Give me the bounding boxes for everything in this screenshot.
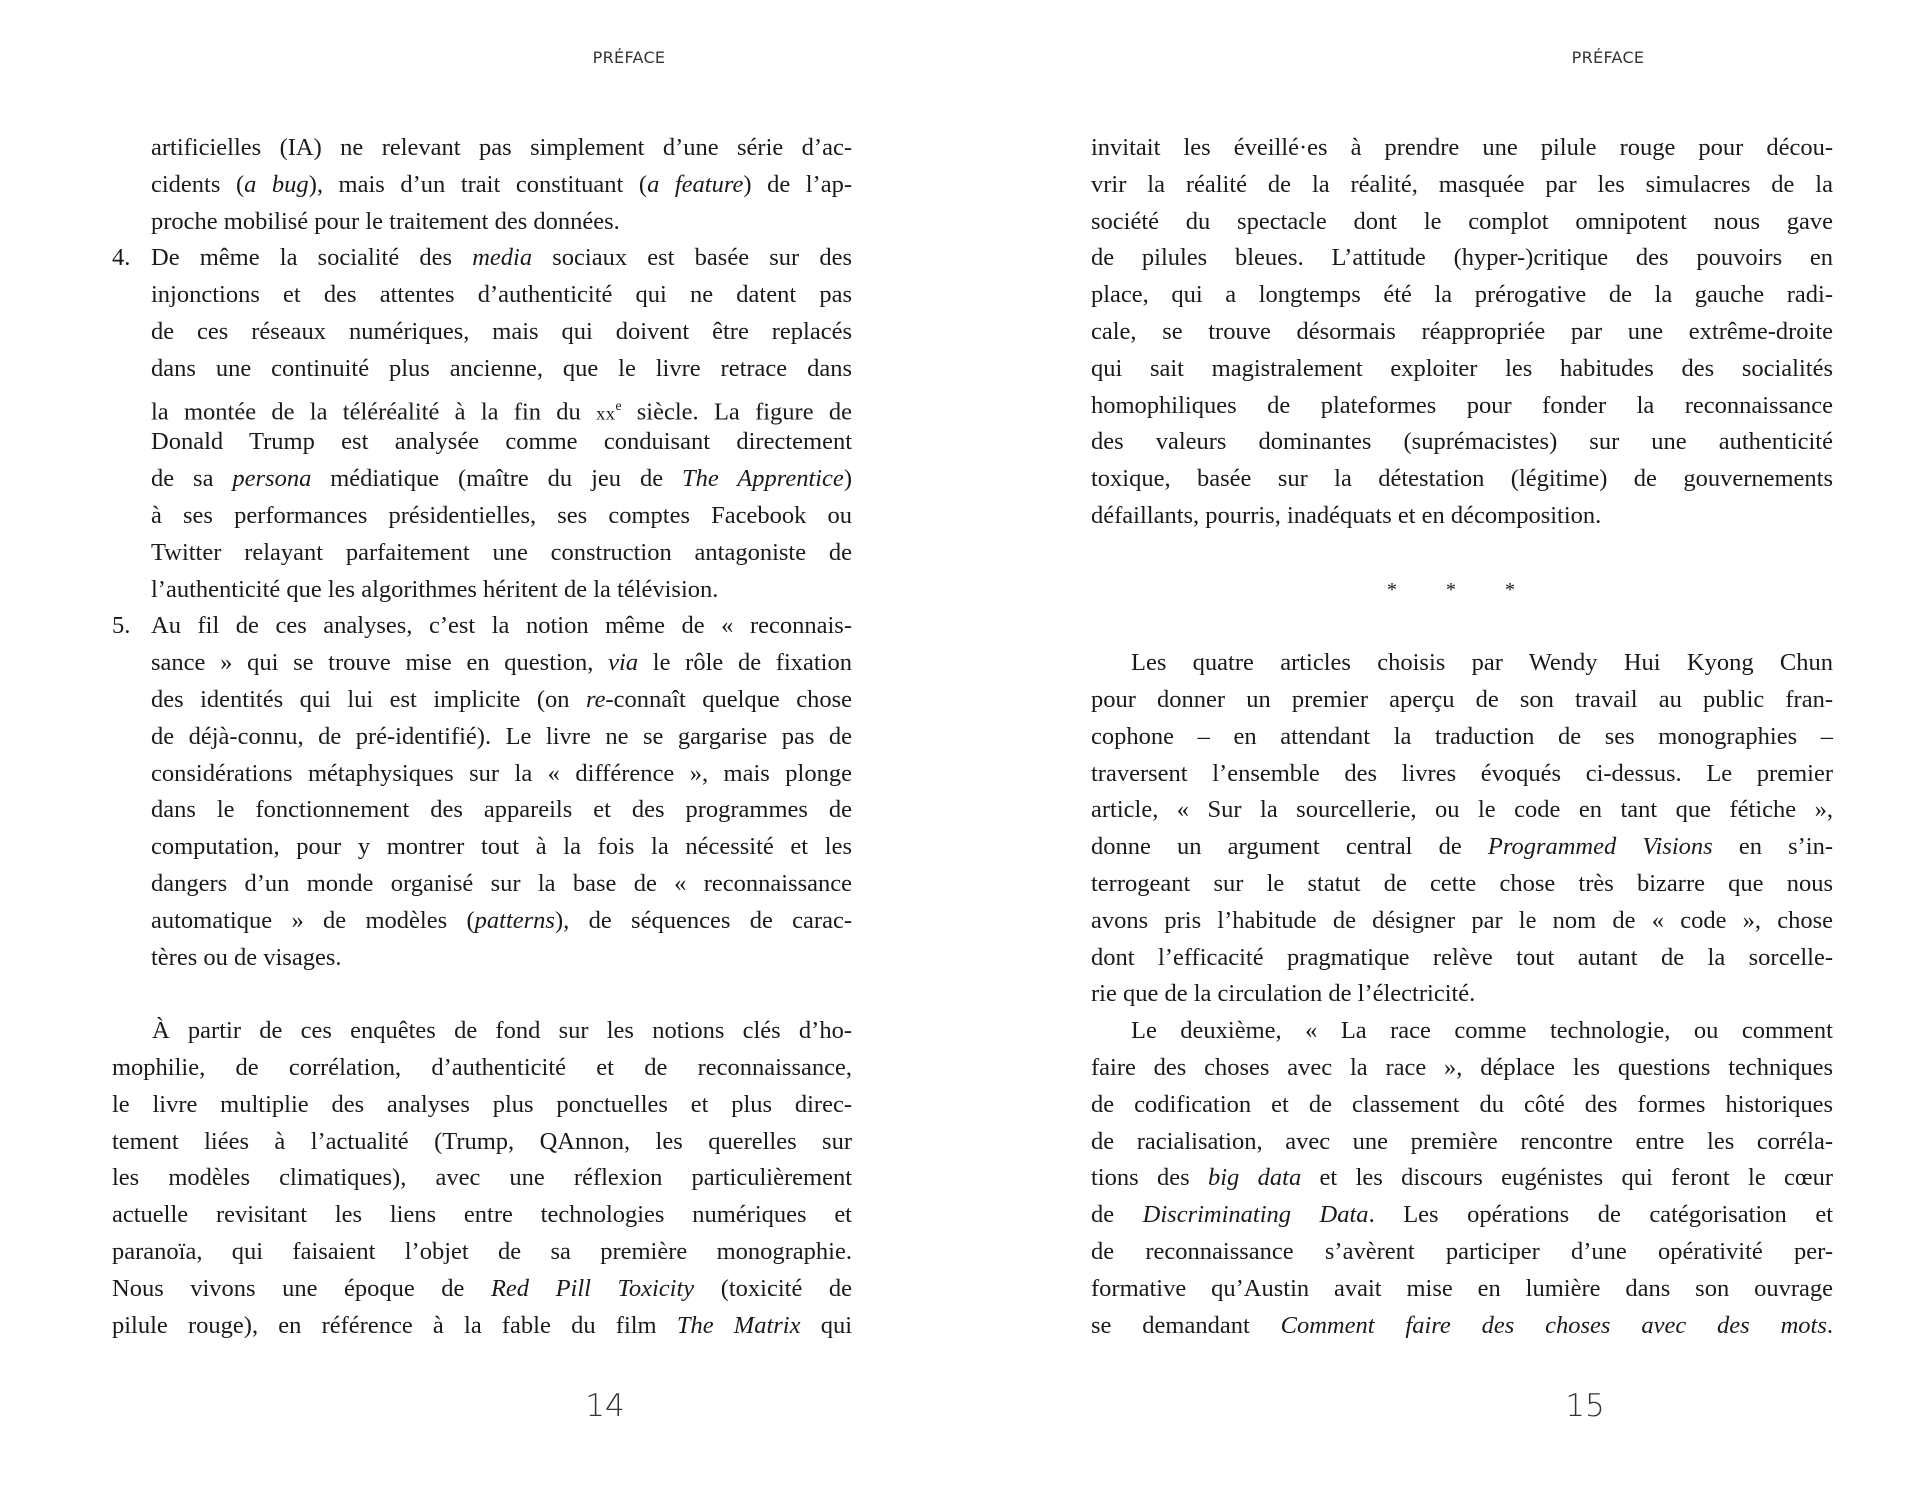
text-line: dont l’efficacité pragmatique relève tout autant de la sorcelle- <box>1091 943 1833 971</box>
text-line: computation, pour y montrer tout à la fois la nécessité et les <box>151 833 852 861</box>
list-item <box>112 240 852 608</box>
text-line: actuelle revisitant les liens entre technologies numériques et <box>112 1201 852 1229</box>
text-line: terrogeant sur le statut de cette chose très bizarre que nous <box>1091 869 1833 897</box>
text-line: homophiliques de plateformes pour fonder la reconnaissance <box>1091 391 1833 419</box>
text-line: article, « Sur la sourcellerie, ou le code en tant que fétiche », <box>1091 796 1833 824</box>
text-line: vrir la réalité de la réalité, masquée par les simulacres de la <box>1091 170 1833 198</box>
italic-text: The Apprentice <box>682 465 844 493</box>
text-line: Les quatre articles choisis par Wendy Hui Kyong Chun <box>1131 649 1833 677</box>
italic-text: Discriminating Data <box>1142 1201 1369 1229</box>
text-line: cidents (a bug), mais d’un trait constituant (a feature) de l’ap- <box>151 170 853 198</box>
text-line: dans une continuité plus ancienne, que le livre retrace dans <box>151 354 852 382</box>
text-line: qui sait magistralement exploiter les habitudes des socialités <box>1091 354 1833 382</box>
text-line: sance » qui se trouve mise en question, via le rôle de fixation <box>151 649 852 677</box>
text-line: Donald Trump est analysée comme conduisant directement <box>151 428 852 456</box>
text-line: de ces réseaux numériques, mais qui doivent être replacés <box>151 317 852 345</box>
text-line: dans le fonctionnement des appareils et des programmes de <box>151 796 852 824</box>
right-page-text <box>1091 130 1833 1344</box>
text-line: mophilie, de corrélation, d’authenticité et de reconnaissance, <box>112 1053 852 1081</box>
list-item <box>112 608 852 976</box>
blank-line <box>1091 535 1833 572</box>
text-line: proche mobilisé pour le traitement des données. <box>151 207 620 235</box>
text-line: pilule rouge), en référence à la fable du film The Matrix qui <box>112 1311 853 1339</box>
page-number-left: 14 <box>585 1388 625 1424</box>
text-line: rie que de la circulation de l’électricité. <box>1091 980 1476 1008</box>
text-line: Le deuxième, « La race comme technologie, ou comment <box>1131 1017 1833 1045</box>
section-break: * * * <box>1387 578 1537 601</box>
italic-text: Red Pill Toxicity <box>490 1274 695 1302</box>
italic-text: media <box>472 244 533 272</box>
text-line: Twitter relayant parfaitement une construction antagoniste de <box>151 538 852 566</box>
text-line: cophone – en attendant la traduction de ses monographies – <box>1091 722 1833 750</box>
text-line: société du spectacle dont le complot omnipotent nous gave <box>1091 207 1833 235</box>
blank-line <box>1091 608 1833 645</box>
italic-text: Programmed Visions <box>1487 833 1713 861</box>
text-line: avons pris l’habitude de désigner par le nom de « code », chose <box>1091 906 1833 934</box>
list-number: 4. <box>112 244 131 272</box>
text-line: Au fil de ces analyses, c’est la notion même de « reconnais- <box>151 612 852 640</box>
paragraph <box>1091 1013 1833 1344</box>
italic-text: The Matrix <box>676 1311 801 1339</box>
text-line: des identités qui lui est implicite (on re-connaît quelque chose <box>151 685 852 713</box>
text-line: des valeurs dominantes (suprémacistes) sur une authenticité <box>1091 428 1833 456</box>
paragraph <box>112 1013 852 1344</box>
text-line: de sa persona médiatique (maître du jeu de The Apprentice) <box>151 465 852 493</box>
list-number: 5. <box>112 612 131 640</box>
text-line: Nous vivons une époque de Red Pill Toxicity (toxicité de <box>112 1274 852 1302</box>
running-header-right: PRÉFACE <box>1571 48 1645 67</box>
text-line: défaillants, pourris, inadéquats et en décomposition. <box>1091 501 1602 529</box>
italic-text: a bug <box>244 170 309 198</box>
small-caps-text: xx <box>596 403 616 423</box>
text-line: invitait les éveillé·es à prendre une pilule rouge pour décou- <box>1091 134 1833 161</box>
running-header-left: PRÉFACE <box>592 48 666 67</box>
italic-text: via <box>608 649 639 677</box>
superscript: e <box>615 397 622 413</box>
text-line: considérations métaphysiques sur la « différence », mais plonge <box>151 759 852 787</box>
text-line: donne un argument central de Programmed Visions en s’in- <box>1091 833 1833 861</box>
text-line: se demandant Comment faire des choses avec des mots. <box>1091 1311 1833 1339</box>
text-line: de Discriminating Data. Les opérations de catégorisation et <box>1091 1201 1833 1229</box>
text-line: tement liées à l’actualité (Trump, QAnnon, les querelles sur <box>112 1127 852 1155</box>
text-line: de déjà-connu, de pré-identifié). Le livre ne se gargarise pas de <box>151 722 852 750</box>
text-line: traversent l’ensemble des livres évoqués ci-dessus. Le premier <box>1091 759 1833 787</box>
text-line: la montée de la téléréalité à la fin du $xx^e$ siècle. La figure de <box>151 397 852 425</box>
text-line: le livre multiplie des analyses plus ponctuelles et plus direc- <box>112 1090 852 1118</box>
italic-text: a feature <box>647 170 744 198</box>
list-item <box>112 130 852 240</box>
italic-text: patterns <box>474 906 555 934</box>
text-line: les modèles climatiques), avec une réflexion particulièrement <box>112 1164 852 1192</box>
text-line: cale, se trouve désormais réappropriée par une extrême-droite <box>1091 317 1833 345</box>
paragraph <box>1091 130 1833 535</box>
italic-text: persona <box>232 465 312 493</box>
text-line: De même la socialité des media sociaux est basée sur des <box>151 244 852 272</box>
blank-line <box>112 976 852 1013</box>
text-line: tions des big data et les discours eugénistes qui feront le cœur <box>1091 1164 1834 1192</box>
text-line: tères ou de visages. <box>151 943 342 971</box>
text-line: à ses performances présidentielles, ses comptes Facebook ou <box>151 501 852 529</box>
text-line: de pilules bleues. L’attitude (hyper-)critique des pouvoirs en <box>1091 244 1833 272</box>
text-line: toxique, basée sur la détestation (légitime) de gouvernements <box>1091 465 1833 493</box>
text-line: de codification et de classement du côté des formes historiques <box>1091 1090 1833 1118</box>
paragraph <box>1091 645 1833 1013</box>
text-line: l’authenticité que les algorithmes héritent de la télévision. <box>151 575 719 603</box>
text-line: À partir de ces enquêtes de fond sur les notions clés d’ho- <box>152 1017 852 1045</box>
text-line: automatique » de modèles (patterns), de séquences de carac- <box>151 906 852 934</box>
page-number-right: 15 <box>1565 1388 1605 1424</box>
italic-text: re <box>585 685 606 713</box>
text-line: formative qu’Austin avait mise en lumière dans son ouvrage <box>1091 1274 1833 1302</box>
left-page-text <box>112 130 852 1344</box>
text-line: faire des choses avec la race », déplace les questions techniques <box>1091 1053 1833 1081</box>
text-line: paranoïa, qui faisaient l’objet de sa première monographie. <box>112 1237 852 1265</box>
text-line: place, qui a longtemps été la prérogative de la gauche radi- <box>1091 281 1833 309</box>
text-line: pour donner un premier aperçu de son travail au public fran- <box>1091 685 1833 713</box>
text-line: de racialisation, avec une première rencontre entre les corréla- <box>1091 1127 1833 1155</box>
text-line: de reconnaissance s’avèrent participer d’une opérativité per- <box>1091 1237 1833 1265</box>
text-line: artificielles (IA) ne relevant pas simplement d’une série d’ac- <box>151 134 852 161</box>
text-line: dangers d’un monde organisé sur la base de « reconnaissance <box>151 869 852 897</box>
italic-text: big data <box>1208 1164 1302 1192</box>
text-line: injonctions et des attentes d’authenticité qui ne datent pas <box>151 281 852 309</box>
italic-text: Comment faire des choses avec des mots <box>1280 1311 1827 1339</box>
